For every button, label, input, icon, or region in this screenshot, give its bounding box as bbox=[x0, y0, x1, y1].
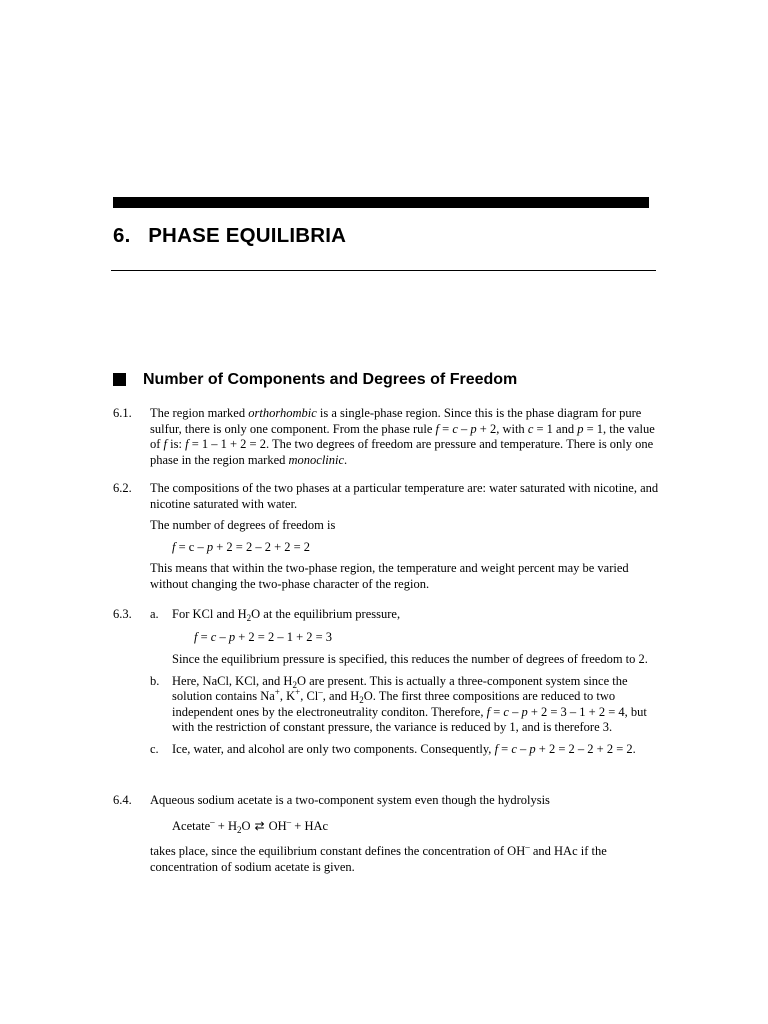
problem-number: 6.1. bbox=[113, 406, 132, 420]
chapter-bottom-rule bbox=[111, 270, 656, 271]
chapter-number: 6. bbox=[113, 224, 131, 247]
problem-body bbox=[150, 406, 660, 468]
subproblem-b bbox=[150, 674, 660, 736]
equation: Acetate– + $H_2O$ ⇄ OH– + HAc bbox=[172, 816, 329, 835]
section-heading bbox=[113, 372, 517, 388]
paragraph: This means that within the two-phase region, the temperature and weight percent may be varied without changing the two-phase character of the region. bbox=[150, 561, 629, 591]
equilibrium-arrow-icon: ⇄ bbox=[254, 818, 265, 833]
subproblem-letter: a. bbox=[150, 607, 159, 621]
paragraph: Aqueous sodium acetate is a two-component system even though the hydrolysis bbox=[150, 793, 550, 807]
paragraph: The region marked orthorhombic is a single-phase region. Since this is the phase diagram for pure sulfur, there is only one component. From the phase rule f = c – p + 2, with c = 1 and p = 1, the value of f is: f = 1 – 1 + 2 = 2. The two degrees of freedom are pressure and temperature. There is only one phase in the region marked monoclinic. bbox=[150, 406, 655, 467]
paragraph: The compositions of the two phases at a particular temperature are: water saturated with nicotine, and nicotine saturated with water. bbox=[150, 481, 659, 511]
problem-number: 6.4. bbox=[113, 793, 132, 807]
section-title: Number of Components and Degrees of Freedom bbox=[143, 371, 518, 388]
problem-body bbox=[150, 793, 660, 875]
problem-number: 6.3. bbox=[113, 607, 132, 621]
square-bullet-icon bbox=[113, 373, 126, 386]
chapter-title-text: PHASE EQUILIBRIA bbox=[148, 224, 347, 247]
paragraph: takes place, since the equilibrium constant defines the concentration of OH– and HAc if the concentration of sodium acetate is given. bbox=[150, 842, 607, 874]
chapter-top-rule bbox=[113, 197, 649, 208]
problem-number: 6.2. bbox=[113, 481, 132, 495]
subproblem-c bbox=[150, 742, 660, 758]
paragraph: The number of degrees of freedom is bbox=[150, 518, 336, 532]
equation: f = c – p + 2 = 2 – 1 + 2 = 3 bbox=[194, 629, 333, 644]
paragraph: Here, NaCl, KCl, and $H_2O$ are present. This is actually a three-component system since the solution contains Na+, K+, Cl–, and $H_2O$. The first three compositions are reduced to two independent ones by the electroneutrality conditon. Therefore, f = c – p + 2 = 3 – 1 + 2 = 4, but with the restriction of constant pressure, the variance is reduced by 1, and is therefore 3. bbox=[172, 673, 647, 734]
paragraph: Ice, water, and alcohol are only two components. Consequently, f = c – p + 2 = 2 – 2 + 2 = 2. bbox=[172, 741, 636, 756]
subproblem-letter: b. bbox=[150, 673, 160, 688]
chapter-title bbox=[113, 224, 347, 247]
equation: f = c – p + 2 = 2 – 2 + 2 = 2 bbox=[172, 539, 311, 554]
problem-body bbox=[150, 607, 660, 757]
problem-body bbox=[150, 481, 660, 592]
subproblem-letter: c. bbox=[150, 741, 159, 756]
subproblem-a bbox=[150, 607, 660, 668]
paragraph: Since the equilibrium pressure is specified, this reduces the number of degrees of freedom to 2. bbox=[172, 652, 648, 666]
paragraph: For KCl and $H_2O$ at the equilibrium pressure, bbox=[172, 607, 401, 623]
